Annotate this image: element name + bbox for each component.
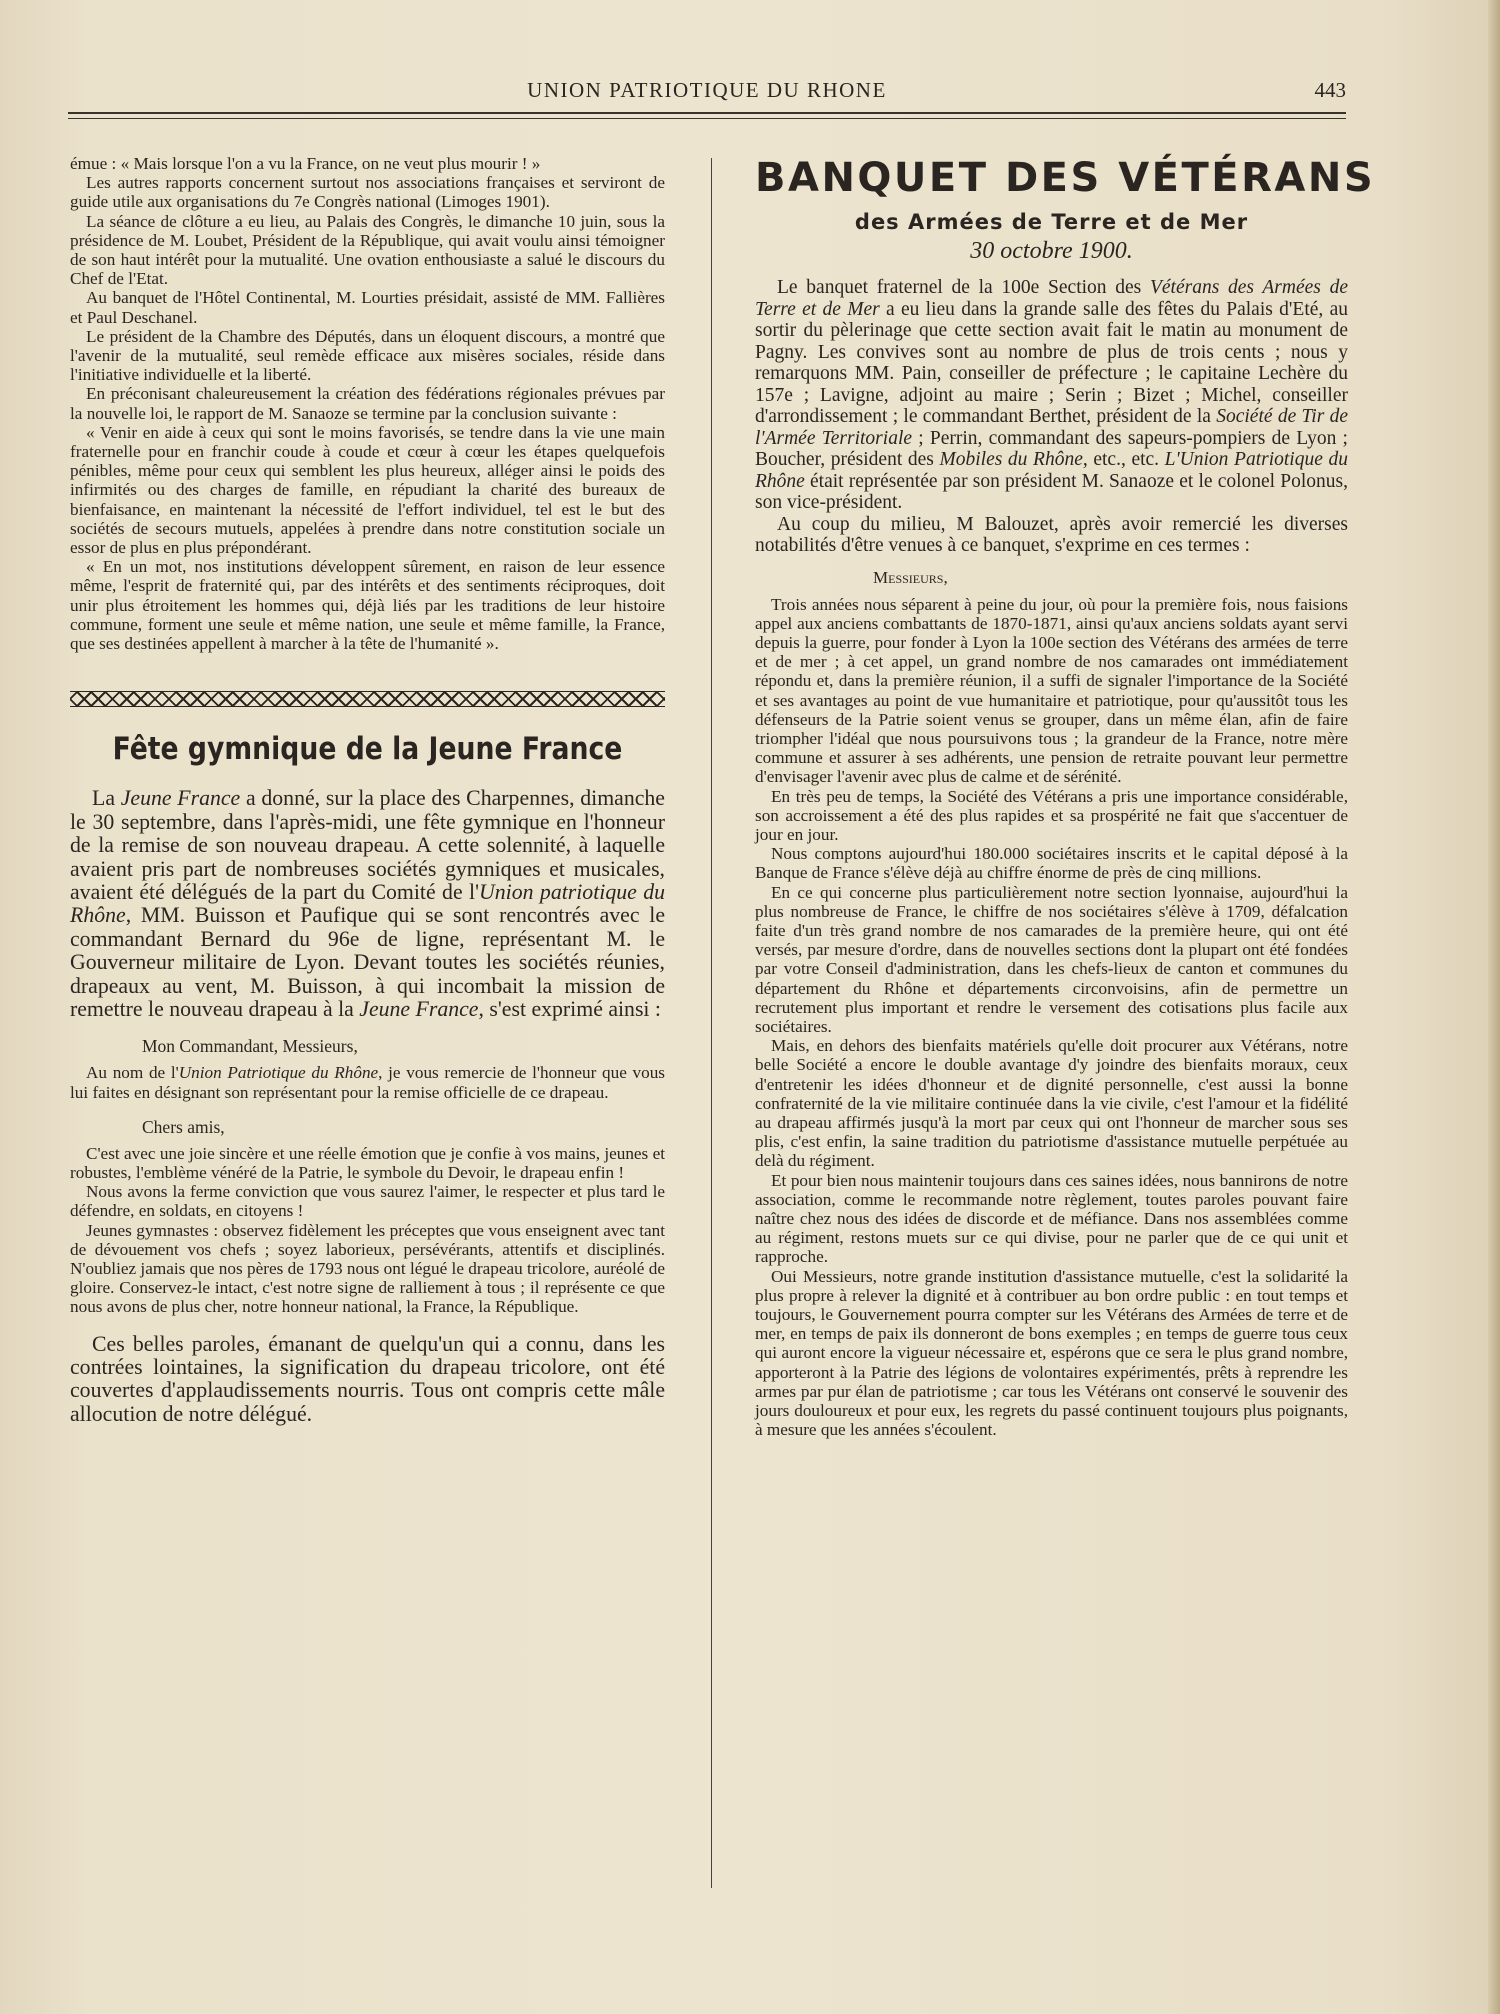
page-header — [68, 76, 1346, 106]
header-rule-thick — [68, 112, 1346, 114]
lead-italic: Union patriotique du Rhône — [70, 879, 665, 928]
banquet-lead-2: Au coup du milieu, M Balouzet, après avoir remercié les diverses notabilités d'être venues à ce banquet, s'exprime en ces termes : — [755, 513, 1348, 556]
lead-text: , MM. Buisson et Paufique qui se sont rencontrés avec le commandant Bernard du 96e de ligne, représentant M. le Gouverneur militaire de Lyon. Devant toutes les sociétés réunies, drapeaux au vent, M. Buisson, à qui incombait la mission de remettre le nouveau drapeau à la — [70, 903, 665, 1021]
left-paragraph: En préconisant chaleureusement la création des fédérations régionales prévues par la nouvelle loi, le rapport de M. Sanaoze se termine par la conclusion suivante : — [70, 384, 665, 423]
lead-text: , s'est exprimé ainsi : — [478, 996, 661, 1021]
closing-paragraph: Ces belles paroles, émanant de quelqu'un qui a connu, dans les contrées lointaines, la signification du drapeau tricolore, ont été couvertes d'applaudissements nourris. Tous ont compris cette mâle allocution de notre délégué. — [70, 1331, 665, 1426]
lead-italic: Vétérans des Armées de Terre et de Mer — [755, 277, 1348, 320]
speech-paragraph: Nous avons la ferme conviction que vous saurez l'aimer, le respecter et plus tard le défendre, en soldats, en citoyens ! — [70, 1182, 665, 1221]
wavy-divider — [70, 691, 665, 707]
left-paragraph: « En un mot, nos institutions développent sûrement, en raison de leur essence même, l'esprit de fraternité qui, par des intérêts et des sentiments réciproques, doit unir plus étroitement les hommes qui, déjà liés par les traditions de leur histoire commune, forment une seule et même nation, une seule et même famille, la France, que ses destinées appellent à marcher à la tête de l'humanité ». — [70, 557, 665, 654]
speech-paragraph: En très peu de temps, la Société des Vétérans a pris une importance considérable, son accroissement a été des plus rapides et sa prospérité ne fait que s'accentuer de jour en jour. — [755, 786, 1348, 844]
speech-text: Au nom de l' — [86, 1063, 179, 1083]
lead-italic: Mobiles du Rhône — [939, 449, 1083, 470]
left-column — [70, 154, 665, 1426]
left-paragraph: Les autres rapports concernent surtout nos associations françaises et serviront de guide utile aux organisations du 7e Congrès national (Limoges 1901). — [70, 173, 665, 212]
publication-title: UNION PATRIOTIQUE DU RHONE — [527, 78, 887, 102]
speech-paragraph — [70, 1063, 665, 1101]
banquet-lead — [755, 277, 1348, 514]
lead-text: Le banquet fraternel de la 100e Section des — [777, 277, 1150, 298]
banquet-subtitle: des Armées de Terre et de Mer — [854, 210, 1249, 234]
banquet-date: 30 octobre 1900. — [970, 238, 1133, 264]
header-rule-thin — [68, 118, 1346, 119]
column-separator — [711, 158, 712, 1888]
left-paragraph: La séance de clôture a eu lieu, au Palais des Congrès, le dimanche 10 juin, sous la présidence de M. Loubet, Président de la République, qui avait voulu ainsi témoigner de son haut intérêt pour la mutualité. Une ovation enthousiaste a salué le discours du Chef de l'Etat. — [70, 211, 665, 289]
lead-text: a donné, sur la place des Charpennes, dimanche le 30 septembre, dans l'après-midi, une fête gymnique en l'honneur de la remise de son nouveau drapeau. A cette solennité, à laquelle avaient pris part de nombreuses sociétés gymniques et musicales, avaient été délégués de la part du Comité de l' — [70, 786, 665, 904]
lead-italic: Jeune France — [359, 996, 479, 1021]
lead-text: La — [92, 786, 121, 811]
speech-paragraph: Nous comptons aujourd'hui 180.000 sociétaires inscrits et le capital déposé à la Banque de France s'élève déjà au chiffre énorme de près de cinq millions. — [755, 844, 1348, 883]
fete-article-title: Fête gymnique de la Jeune France — [112, 731, 623, 768]
right-column — [755, 154, 1376, 1440]
speech-salutation: Mon Commandant, Messieurs, — [142, 1036, 358, 1057]
left-paragraph: Le président de la Chambre des Députés, dans un éloquent discours, a montré que l'avenir de la mutualité, seul remède efficace aux misères sociales, réside dans l'initiative individuelle et la liberté. — [70, 326, 665, 385]
page-edge — [1488, 0, 1500, 2014]
speech-text: , je vous remercie de l'honneur que vous lui faites en désignant son représentant pour la remise officielle de ce drapeau. — [70, 1063, 665, 1102]
speech-paragraph: C'est avec une joie sincère et une réelle émotion que je confie à vos mains, jeunes et robustes, l'emblème vénéré de la Patrie, le symbole du Devoir, le drapeau enfin ! — [70, 1143, 665, 1182]
lead-italic: Jeune France — [120, 786, 241, 811]
lead-text: , etc., etc. — [1082, 449, 1165, 470]
left-paragraph: Au banquet de l'Hôtel Continental, M. Lourties présidait, assisté de MM. Fallières et Paul Deschanel. — [70, 288, 665, 327]
lead-italic: L'Union Patriotique du Rhône — [755, 449, 1348, 492]
lead-italic: Société de Tir de l'Armée Territoriale — [755, 406, 1348, 449]
speech-salutation: Messieurs, — [873, 567, 948, 587]
speech-italic: Union Patriotique du Rhône — [178, 1063, 379, 1083]
left-paragraph: « Venir en aide à ceux qui sont le moins favorisés, se tendre dans la vie une main fraternelle pour en franchir coude à coude et cœur à cœur les étapes quelquefois pénibles, même pour ceux qui semblent les plus heureux, alléger ainsi le poids des infirmités ou des charges de famille, en répudiant la charité des bureaux de bienfaisance, en maintenant la nécessité de l'effort individuel, tel est le but des sociétés de secours mutuels, appelées à prendre dans notre constitution sociale un essor de plus en plus prépondérant. — [70, 422, 665, 558]
fete-lead — [70, 787, 665, 1021]
speech-paragraph: Trois années nous séparent à peine du jour, où pour la première fois, nous faisions appel aux anciens combattants de 1870-1871, ainsi qu'aux anciens soldats ayant servi depuis la guerre, pour fonder à Lyon la 100e section des Vétérans des armées de terre et de mer ; à cet appel, un grand nombre de nos camarades ont immédiatement répondu et, dans la première réunion, il a suffi de signaler l'importance de la Société et ses avantages au point de vue humanitaire et patriotique, pour qu'aussitôt tous les défenseurs de la Patrie soient venus se grouper, dans un même élan, afin de faire triompher l'idéal que nous poursuivons tous ; la grandeur de la France, notre mère commune et assurer à ses adhérents, une pension de retraite pouvant leur permettre d'envisager l'avenir avec plus de calme et de sérénité. — [755, 594, 1348, 787]
speech-paragraph: Jeunes gymnastes : observez fidèlement les préceptes que vous enseignent avec tant de dévouement vos chefs ; soyez laborieux, persévérants, attentifs et disciplinés. N'oubliez jamais que nos pères de 1793 nous ont légué le drapeau tricolore, auréolé de gloire. Conservez-le intact, c'est notre signe de ralliement à tous ; il représente ce que nous avons de plus cher, notre honneur national, la France, la République. — [70, 1220, 665, 1317]
lead-text: ; Perrin, commandant des sapeurs-pompiers de Lyon ; Boucher, président des — [755, 427, 1348, 470]
lead-text: a eu lieu dans la grande salle des fêtes du Palais d'Eté, au sortir du pèlerinage que cette section avait fait le matin au monument de Pagny. Les convives sont au nombre de plus de trois cents ; nous y remarquons MM. Pain, conseiller de préfecture ; le capitaine Lechère du 157e ; Lavigne, adjoint au maire ; Serin ; Bizet ; Michel, conseiller d'arrondissement ; le commandant Berthet, président de la — [755, 298, 1348, 427]
speech-paragraph: Et pour bien nous maintenir toujours dans ces saines idées, nous bannirons de notre association, comme le recommande notre règlement, toutes paroles pouvant faire naître chez nous des idées de discorde et de méfiance. Dans nos assemblées comme au régiment, restons muets sur ce qui divise, pour ne parler que de ce qui unit et rapproche. — [755, 1170, 1348, 1267]
banquet-title: BANQUET DES VÉTÉRANS — [755, 155, 1376, 201]
lead-text: était représentée par son président M. Sanaoze et le colonel Polonus, son vice-président. — [755, 470, 1348, 513]
left-paragraph: émue : « Mais lorsque l'on a vu la France, on ne veut plus mourir ! » — [70, 154, 541, 173]
page-number: 443 — [1314, 78, 1346, 102]
speech-paragraph: En ce qui concerne plus particulièrement notre section lyonnaise, aujourd'hui la plus nombreuse de France, le chiffre de nos sociétaires s'élève à 1709, défalcation faite d'un très grand nombre de nos camarades de la première heure, qui ont été versés, par mesure d'ordre, dans de nouvelles sections dont la plupart ont été fondées par votre Conseil d'administration, dans les chefs-lieux de canton et communes du département du Rhône et départements circonvoisins, afin de permettre un recrutement plus important et rendre le versement des cotisations plus facile aux sociétaires. — [755, 882, 1348, 1036]
speech-paragraph: Mais, en dehors des bienfaits matériels qu'elle doit procurer aux Vétérans, notre belle Société a encore le double avantage d'y joindre des bienfaits moraux, ceux d'entretenir les idées d'honneur et de dignité personnelle, c'est aussi la bonne confraternité de la vie militaire continuée dans la vie civile, c'est l'amour et la fidélité au drapeau affirmés jusqu'à la mort par ceux qui ont l'honneur de marcher sous ses plis, c'est enfin, la saine tradition du patriotisme d'assistance mutuelle perpétuée au delà du régiment. — [755, 1036, 1348, 1171]
speech-paragraph: Oui Messieurs, notre grande institution d'assistance mutuelle, c'est la solidarité la plus propre à relever la dignité et à contribuer au bon ordre public : en tout temps et toujours, le Gouvernement pourra compter sur les Vétérans des Armées de terre et de mer, en temps de paix ils donneront de bons exemples ; en temps de guerre tous ceux qui auront encore la vigueur nécessaire et, espérons que ce sera le plus grand nombre, apporteront à la Patrie des légions de volontaires expérimentés, prêts à reprendre les armes par pur élan de patriotisme ; car tous les Vétérans ont conservé le souvenir des jours douloureux et pour eux, les regrets du passé continuent toujours plus poignants, à mesure que les années s'écoulent. — [755, 1266, 1348, 1440]
speech-salutation: Chers amis, — [142, 1116, 225, 1137]
